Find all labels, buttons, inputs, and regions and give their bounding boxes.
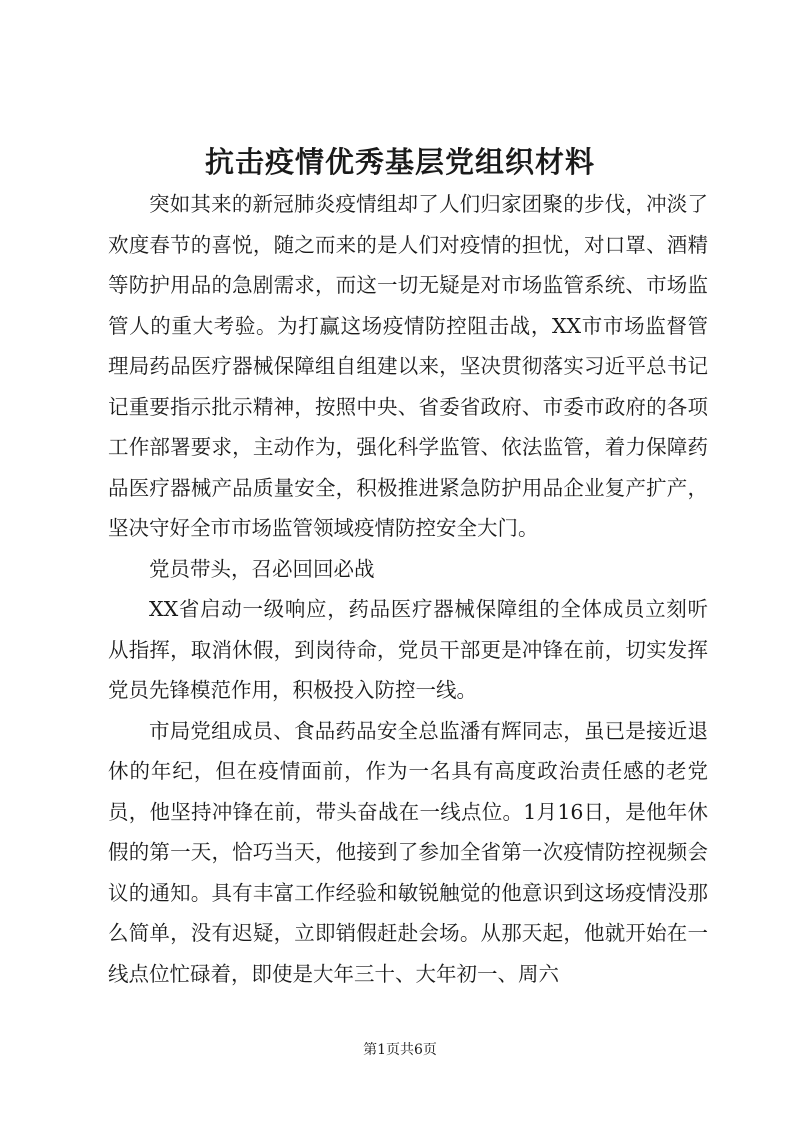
- document-title: 抗击疫情优秀基层党组织材料: [204, 145, 595, 179]
- section-heading: 党员带头，召必回回必战: [149, 556, 375, 581]
- paragraph-response: XX省启动一级响应，药品医疗器械保障组的全体成员立刻听从指挥，取消休假，到岗待命，党员干部更是冲锋在前，切实发挥党员先锋模范作用，积极投入防控一线。: [108, 597, 708, 702]
- paragraph-intro: 突如其来的新冠肺炎疫情组却了人们归家团聚的步伐，冲淡了欢度春节的喜悦，随之而来的是人们对疫情的担忧，对口罩、酒精等防护用品的急剧需求，而这一切无疑是对市场监管系统、市场监管人的重大考验。为打赢这场疫情防控阻击战，XX市市场监督管理局药品医疗器械保障组自组建以来，坚决贯彻落实习近平总书记记重要指示批示精神，按照中央、省委省政府、市委市政府的各项工作部署要求，主动作为，强化科学监管、依法监管，着力保障药品医疗器械产品质量安全，积极推进紧急防护用品企业复产扩产，坚决守好全市市场监管领域疫情防控安全大门。: [108, 192, 708, 540]
- document-body: [108, 184, 708, 994]
- page-total: 共6页: [400, 1042, 437, 1058]
- page-footer: [0, 1040, 800, 1060]
- paragraph-pan-youhui: 市局党组成员、食品药品安全总监潘有辉同志，虽已是接近退休的年纪，但在疫情面前，作为一名具有高度政治责任感的老党员，他坚持冲锋在前，带头奋战在一线点位。1月16日，是他年休假的第一天，恰巧当天，他接到了参加全省第一次疫情防控视频会议的通知。具有丰富工作经验和敏锐触觉的他意识到这场疫情没那么简单，没有迟疑，立即销假赶赴会场。从那天起，他就开始在一线点位忙碌着，即使是大年三十、大年初一、周六: [108, 718, 708, 986]
- page-number: 第1页: [363, 1042, 400, 1058]
